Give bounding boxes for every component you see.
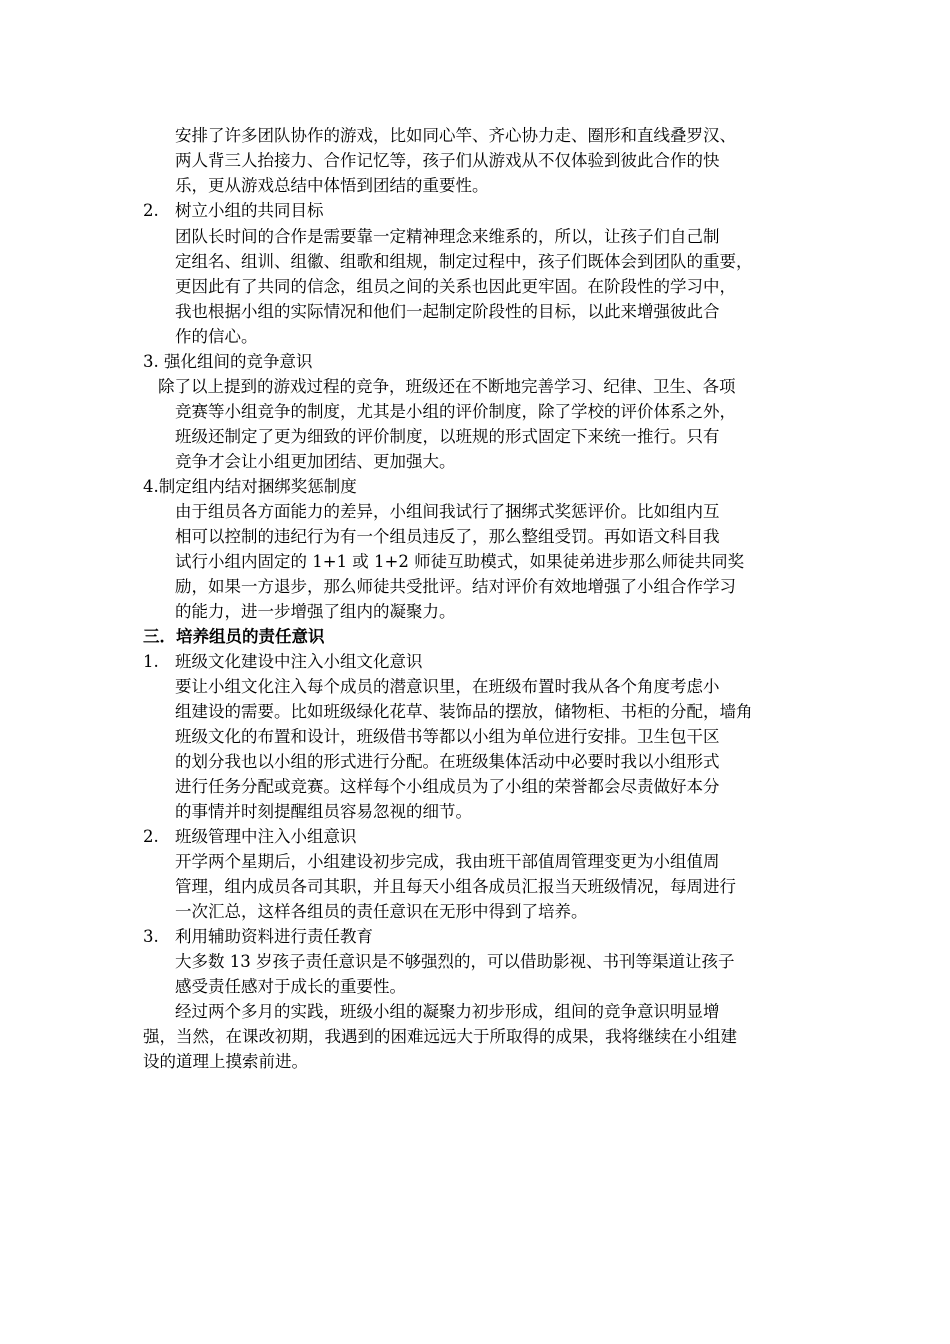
paragraph-line: 开学两个星期后，小组建设初步完成，我由班干部值周管理变更为小组值周 bbox=[175, 852, 720, 871]
paragraph-line: 更因此有了共同的信念，组员之间的关系也因此更牢固。在阶段性的学习中， bbox=[175, 277, 736, 296]
paragraph-line: 大多数 13 岁孩子责任意识是不够强烈的，可以借助影视、书刊等渠道让孩子 bbox=[175, 952, 735, 971]
paragraph-line: 竞赛等小组竞争的制度，尤其是小组的评价制度，除了学校的评价体系之外， bbox=[175, 402, 736, 421]
item-heading: 3. 强化组间的竞争意识 bbox=[143, 352, 313, 371]
conclusion-line: 经过两个多月的实践，班级小组的凝聚力初步形成，组间的竞争意识明显增 bbox=[175, 1002, 720, 1021]
intro-line: 安排了许多团队协作的游戏，比如同心竿、齐心协力走、圈形和直线叠罗汉、 bbox=[175, 126, 736, 145]
paragraph-line: 要让小组文化注入每个成员的潜意识里，在班级布置时我从各个角度考虑小 bbox=[175, 677, 720, 696]
paragraph-line: 的划分我也以小组的形式进行分配。在班级集体活动中必要时我以小组形式 bbox=[175, 752, 720, 771]
paragraph-line: 进行任务分配或竞赛。这样每个小组成员为了小组的荣誉都会尽责做好本分 bbox=[175, 777, 720, 796]
conclusion-line: 强，当然，在课改初期，我遇到的困难远远大于所取得的成果，我将继续在小组建 bbox=[143, 1027, 737, 1046]
paragraph-line: 定组名、组训、组徽、组歌和组规，制定过程中，孩子们既体会到团队的重要， bbox=[175, 252, 753, 271]
paragraph-line: 管理，组内成员各司其职，并且每天小组各成员汇报当天班级情况，每周进行 bbox=[175, 877, 736, 896]
paragraph-line: 我也根据小组的实际情况和他们一起制定阶段性的目标，以此来增强彼此合 bbox=[175, 302, 720, 321]
paragraph-line: 的能力，进一步增强了组内的凝聚力。 bbox=[175, 602, 456, 621]
item-heading: 4.制定组内结对捆绑奖惩制度 bbox=[143, 477, 357, 496]
item-title: 班级文化建设中注入小组文化意识 bbox=[175, 652, 423, 671]
paragraph-line: 班级文化的布置和设计，班级借书等都以小组为单位进行安排。卫生包干区 bbox=[175, 727, 720, 746]
paragraph-line: 由于组员各方面能力的差异，小组间我试行了捆绑式奖惩评价。比如组内互 bbox=[175, 502, 720, 521]
item-number: 1. bbox=[143, 652, 159, 671]
paragraph-line: 作的信心。 bbox=[175, 327, 258, 346]
paragraph-line: 组建设的需要。比如班级绿化花草、装饰品的摆放，储物柜、书柜的分配，墙角 bbox=[175, 702, 753, 721]
item-title: 树立小组的共同目标 bbox=[175, 201, 324, 220]
section-heading: 三．培养组员的责任意识 bbox=[143, 627, 325, 646]
conclusion-line: 设的道理上摸索前进。 bbox=[143, 1052, 308, 1071]
paragraph-line: 团队长时间的合作是需要靠一定精神理念来维系的，所以，让孩子们自己制 bbox=[175, 227, 720, 246]
paragraph-line: 竞争才会让小组更加团结、更加强大。 bbox=[175, 452, 456, 471]
intro-line: 乐，更从游戏总结中体悟到团结的重要性。 bbox=[175, 176, 489, 195]
paragraph-line: 班级还制定了更为细致的评价制度，以班规的形式固定下来统一推行。只有 bbox=[175, 427, 720, 446]
paragraph-line: 的事情并时刻提醒组员容易忽视的细节。 bbox=[175, 802, 472, 821]
paragraph-line: 除了以上提到的游戏过程的竞争，班级还在不断地完善学习、纪律、卫生、各项 bbox=[158, 377, 736, 396]
item-number: 2. bbox=[143, 201, 159, 220]
intro-line: 两人背三人抬接力、合作记忆等，孩子们从游戏从不仅体验到彼此合作的快 bbox=[175, 151, 720, 170]
item-number: 3. bbox=[143, 927, 159, 946]
item-title: 利用辅助资料进行责任教育 bbox=[175, 927, 373, 946]
paragraph-line: 试行小组内固定的 1+1 或 1+2 师徒互助模式，如果徒弟进步那么师徒共同奖 bbox=[175, 552, 745, 571]
paragraph-line: 感受责任感对于成长的重要性。 bbox=[175, 977, 406, 996]
paragraph-line: 相可以控制的违纪行为有一个组员违反了，那么整组受罚。再如语文科目我 bbox=[175, 527, 720, 546]
item-number: 2. bbox=[143, 827, 159, 846]
paragraph-line: 励，如果一方退步，那么师徒共受批评。结对评价有效地增强了小组合作学习 bbox=[175, 577, 736, 596]
paragraph-line: 一次汇总，这样各组员的责任意识在无形中得到了培养。 bbox=[175, 902, 588, 921]
item-title: 班级管理中注入小组意识 bbox=[175, 827, 357, 846]
